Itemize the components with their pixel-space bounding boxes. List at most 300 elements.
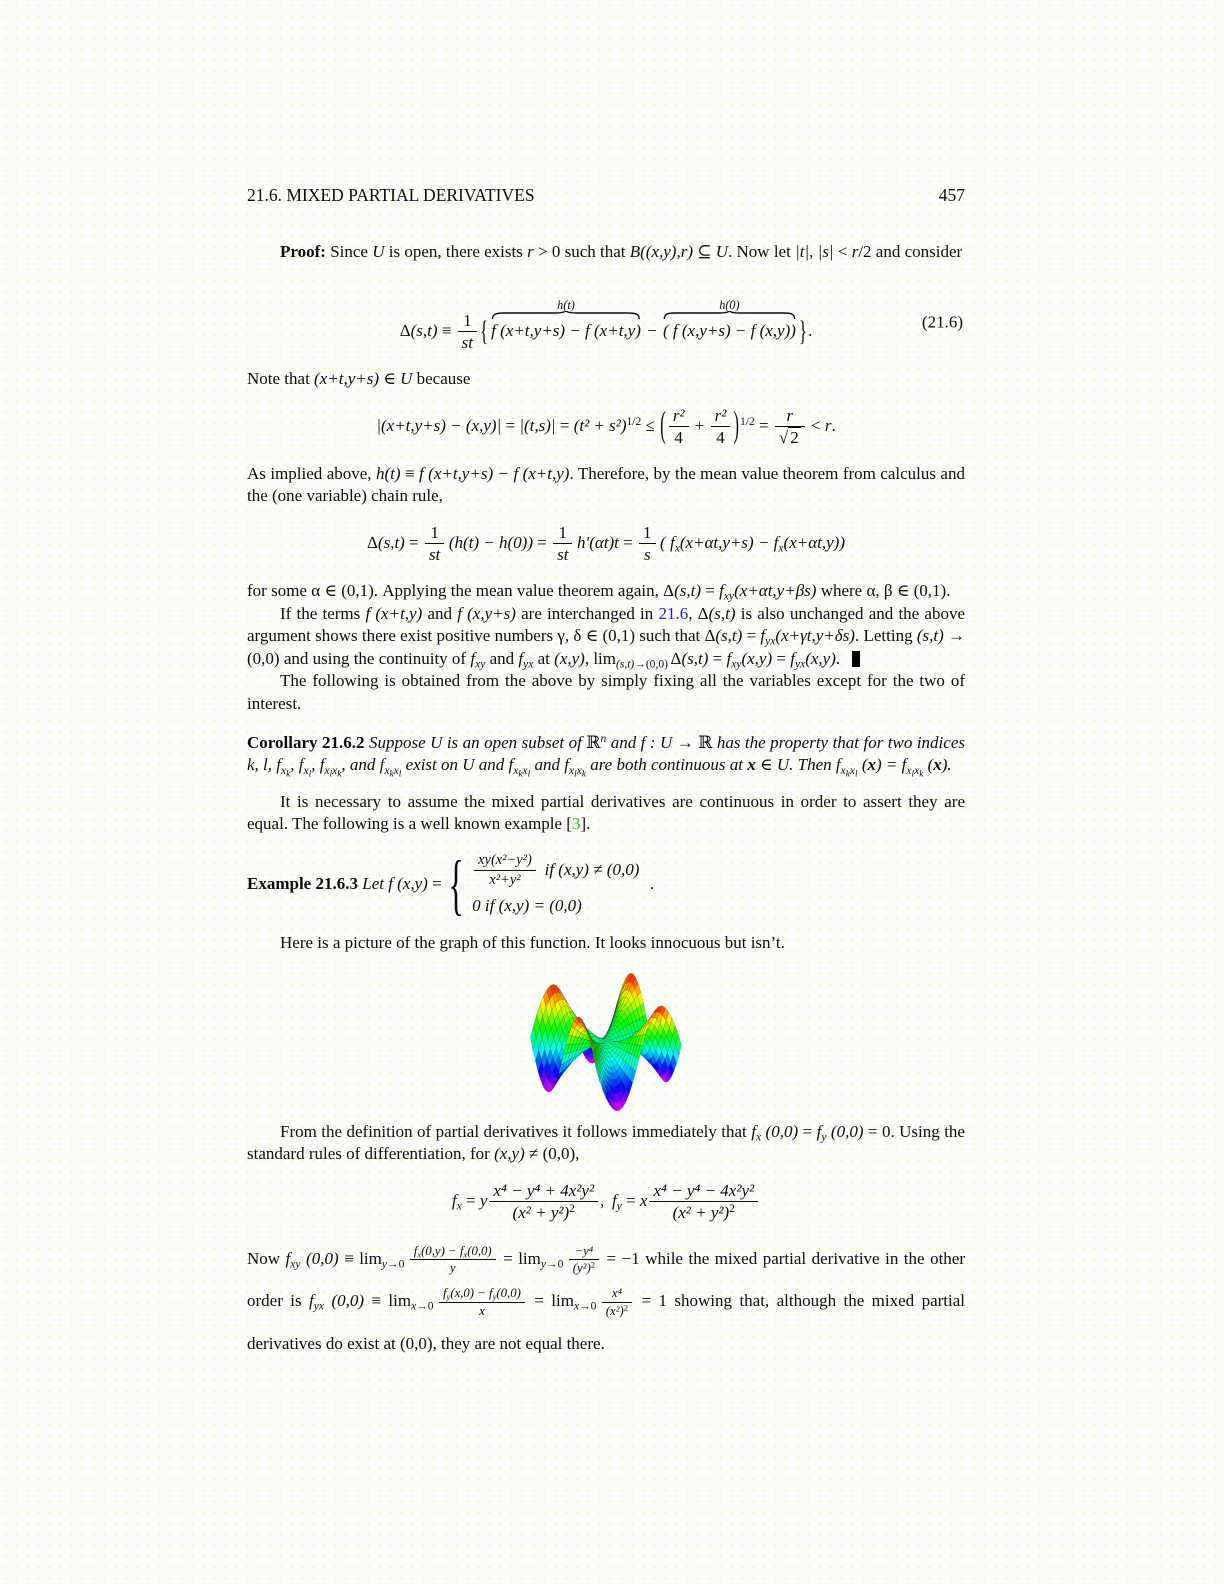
text-run: =	[798, 1121, 817, 1141]
math-run: (s,t)	[916, 626, 944, 646]
math-run: x	[849, 763, 856, 777]
text-run: ,	[809, 242, 818, 262]
text-run: ≡	[400, 463, 419, 483]
math-run: yx	[523, 657, 534, 671]
math-run: (x+γt,y+δs)	[775, 626, 855, 646]
fraction	[489, 1181, 598, 1223]
math-run: x	[639, 1190, 648, 1210]
text-run: 1/2	[740, 414, 755, 428]
math-run: xy	[723, 589, 735, 603]
math-run: y	[616, 1199, 622, 1213]
denominator	[569, 1259, 599, 1276]
math-run: , f	[290, 755, 304, 775]
text-run: →0	[546, 1257, 564, 1271]
math-run: x	[281, 763, 287, 777]
math-run: (0,0)	[761, 1121, 799, 1141]
text-run: is also unchanged and the above argument shows there exist positive numbers γ, δ ∈ (0,1) such that Δ	[247, 603, 966, 646]
cases-row	[472, 852, 639, 888]
denominator	[669, 426, 689, 448]
superscript	[624, 1303, 628, 1313]
math-run: (x,y)	[554, 648, 585, 668]
math-run: h(t)	[557, 297, 575, 312]
math-run: U	[715, 242, 729, 262]
big-delimiter: )	[733, 403, 740, 446]
display-equation	[247, 279, 965, 353]
text-run: Δ	[670, 648, 682, 668]
math-run: x	[384, 763, 390, 777]
big-delimiter: }	[798, 314, 808, 347]
text-run: 2	[729, 1202, 735, 1216]
denominator	[775, 426, 805, 448]
math-run: (x+αt,y+s) − f	[679, 532, 779, 552]
math-run: y	[381, 1257, 388, 1271]
math-run: f (x,y+s)	[457, 603, 516, 623]
math-run: (t² + s²)	[573, 415, 627, 435]
text-run: , Δ	[688, 603, 709, 623]
subscript	[290, 1257, 300, 1270]
math-run: x	[674, 541, 680, 555]
section-title: 21.6. MIXED PARTIAL DERIVATIVES	[247, 185, 535, 205]
text-run: Δ	[366, 532, 378, 552]
bold-run: Corollary 21.6.2	[247, 732, 369, 752]
page-content	[247, 184, 965, 1365]
math-run: (x² + y²)	[672, 1203, 730, 1223]
text-run: =	[754, 415, 773, 435]
math-run: x	[914, 763, 920, 777]
text-run: =	[621, 1190, 640, 1210]
text-run: <	[833, 242, 852, 262]
math-run: ( f	[660, 532, 675, 552]
math-run: k	[286, 768, 291, 778]
numerator	[489, 1181, 598, 1202]
text-run: 1	[463, 310, 472, 330]
text-run: 1/2	[626, 414, 642, 428]
math-run: f	[611, 1190, 617, 1210]
text-run: and	[422, 603, 458, 623]
overbrace-icon	[663, 311, 796, 319]
subscript	[324, 764, 341, 777]
math-run: l	[308, 768, 312, 778]
text-run: , lim	[584, 648, 616, 668]
math-run: x	[463, 1249, 468, 1260]
math-run: (x,y)	[741, 648, 773, 668]
overbrace-icon	[491, 311, 641, 319]
cases-row	[472, 895, 582, 918]
text-run: = 0. Using the standard rules of differentiation, for	[247, 1121, 965, 1164]
subscript	[569, 764, 586, 777]
math-run: l	[855, 768, 858, 778]
display-equation	[247, 403, 965, 448]
text-run: =	[618, 532, 637, 552]
math-run: r²	[672, 405, 685, 425]
big-delimiter: (	[660, 403, 666, 446]
text-run: Here is a picture of the graph of this function. It looks innocuous but isn’t.	[280, 932, 785, 952]
math-run: (	[923, 755, 934, 775]
math-run: x	[522, 763, 528, 777]
subscript	[795, 657, 805, 670]
text-run: Since	[325, 242, 373, 262]
math-run: f (x+t,y)	[365, 603, 423, 623]
math-run: ).	[941, 755, 952, 775]
math-run: k	[518, 768, 523, 778]
math-run: y	[449, 1261, 456, 1276]
fraction	[669, 406, 689, 448]
subscript	[541, 1257, 563, 1270]
subscript	[574, 1300, 596, 1313]
math-run: yx	[313, 1299, 325, 1313]
math-run: s	[643, 545, 651, 565]
text-run: 4	[716, 428, 725, 448]
text-run: where α, β ∈ (0,1).	[816, 580, 951, 600]
text-run: 2	[590, 1260, 596, 1271]
text-run: 1	[430, 522, 439, 542]
math-run: ∈ U. Then f	[755, 755, 841, 775]
math-run: l	[398, 768, 402, 778]
math-run: |(x+t,y+s) − (x,y)|	[376, 415, 502, 435]
text-run: = lim	[526, 1291, 574, 1311]
fraction	[474, 852, 536, 888]
math-run: k	[389, 768, 394, 778]
numerator	[711, 406, 731, 427]
math-run: x	[303, 763, 309, 777]
math-run: k	[919, 768, 924, 778]
math-run: if (x,y) ≠ (0,0)	[544, 859, 640, 879]
denominator	[458, 331, 477, 353]
fraction	[439, 1286, 525, 1318]
text-run: =	[427, 873, 446, 893]
surface-figure	[247, 971, 965, 1113]
math-run: x⁴ − y⁴ + 4x²y²	[493, 1180, 595, 1200]
paragraph	[247, 368, 965, 391]
math-run: f	[285, 1248, 291, 1268]
text-run: The following is obtained from the above by simply fixing all the variables except for the two of interest.	[247, 671, 965, 714]
math-run: h	[375, 463, 385, 483]
numerator	[553, 523, 572, 544]
text-run: 2	[790, 428, 799, 448]
paragraph	[247, 241, 965, 264]
math-run: U	[372, 242, 385, 262]
square-root	[779, 427, 801, 447]
paragraph	[247, 1238, 965, 1366]
math-run: x	[417, 1249, 422, 1260]
numerator	[775, 406, 805, 427]
text-run: and	[485, 648, 519, 668]
math-run: (y²)	[572, 1261, 591, 1276]
math-run: x	[755, 1129, 762, 1143]
text-run: ≤	[641, 415, 660, 435]
text-run: ≡ lim	[338, 1248, 382, 1268]
superscript	[627, 415, 642, 428]
numerator	[458, 311, 477, 332]
text-run: It is necessary to assume the mixed partial derivatives are continuous in order to assert they are equal. The following is a well known example [	[247, 791, 965, 834]
math-run: f	[470, 648, 476, 668]
text-run: ,	[600, 1190, 609, 1210]
math-run: |s|	[817, 242, 834, 262]
math-run: (x,y)	[805, 648, 836, 668]
math-run: f	[790, 648, 795, 668]
math-run: x	[411, 1299, 417, 1313]
math-run: (s,t)	[410, 320, 438, 340]
denominator	[639, 543, 656, 565]
math-run: x	[840, 763, 846, 777]
text-run: →0	[387, 1257, 405, 1271]
math-run: r	[851, 242, 859, 262]
math-run: k	[337, 768, 342, 778]
math-run: exist on U and f	[401, 755, 514, 775]
paragraph	[247, 670, 965, 715]
math-run: (s,t)	[674, 580, 702, 600]
overbrace	[662, 297, 796, 343]
numerator	[669, 406, 689, 427]
math-run: l	[527, 768, 531, 778]
text-run: ℝ	[586, 732, 601, 752]
math-run: x	[568, 763, 575, 777]
denominator	[474, 870, 536, 889]
denominator	[711, 426, 731, 448]
math-run: Suppose U is an open subset of	[368, 732, 587, 752]
text-run: .	[808, 320, 813, 340]
paragraph	[247, 791, 965, 836]
fraction	[649, 1181, 758, 1223]
math-run: f	[726, 648, 732, 668]
paragraph	[247, 846, 965, 923]
numerator	[410, 1244, 496, 1260]
numerator	[474, 852, 536, 870]
bold-italic-run: x	[747, 755, 756, 775]
math-run: x	[778, 541, 784, 555]
piecewise-cases	[448, 846, 640, 923]
math-run: n	[600, 731, 607, 745]
cases-rows	[472, 852, 639, 918]
text-run: = −1 while the mixed partial derivative in the other order is	[247, 1248, 965, 1311]
math-run: (x+αt,y+βs)	[734, 580, 817, 600]
math-run: x⁴ − y⁴ − 4x²y²	[653, 1180, 755, 1200]
text-run: =	[533, 532, 552, 552]
math-run: x	[393, 763, 399, 777]
math-run: (0,0)	[324, 1291, 365, 1311]
text-run: .	[831, 415, 836, 435]
math-run: f	[719, 580, 724, 600]
math-run: y	[821, 1129, 827, 1143]
text-run: ≡ lim	[364, 1291, 412, 1311]
text-run: 2	[569, 1202, 575, 1216]
math-run: y	[492, 1291, 497, 1302]
numerator	[569, 1244, 599, 1260]
radicand	[788, 427, 801, 447]
subscript	[731, 657, 741, 670]
superscript	[729, 1203, 735, 1216]
page-number: 457	[938, 185, 965, 205]
overbrace-content	[491, 321, 641, 340]
subscript	[765, 635, 775, 648]
math-run: , f	[311, 755, 325, 775]
math-run: h′(αt)t	[576, 532, 619, 552]
math-run: x	[573, 1299, 580, 1313]
subscript	[724, 589, 734, 602]
numerator	[602, 1286, 632, 1302]
math-run: x⁴	[611, 1286, 622, 1301]
math-run: x	[513, 763, 519, 777]
text-run: =	[461, 1190, 480, 1210]
text-run: As implied above,	[247, 463, 376, 483]
text-run: ].	[580, 814, 591, 834]
math-run: st	[461, 333, 473, 353]
subscript	[384, 764, 401, 777]
math-run: (x+t,y+s)	[314, 368, 379, 388]
text-run: +	[690, 415, 709, 435]
math-run: (s,t)	[616, 657, 635, 671]
overbrace	[491, 297, 641, 343]
text-run: . Letting	[854, 626, 917, 646]
text-run: →(0,0)	[634, 657, 668, 671]
text-run: From the definition of partial derivatives it follows immediately that	[280, 1121, 752, 1141]
denominator	[649, 1201, 758, 1223]
paragraph	[247, 932, 965, 955]
text-run: =	[701, 580, 720, 600]
display-equation	[247, 523, 965, 565]
math-run: y	[479, 1190, 488, 1210]
text-run: ∈	[379, 368, 401, 388]
math-run: l	[329, 768, 333, 778]
link-equation-ref-21.6[interactable]: 21.6	[658, 603, 689, 623]
math-run: (s,t)	[708, 603, 736, 623]
math-run: 0 if (x,y) = (0,0)	[472, 896, 582, 916]
text-run: −	[642, 320, 661, 340]
big-delimiter: {	[479, 314, 489, 347]
text-run: 1	[558, 522, 568, 542]
denominator	[410, 1259, 496, 1276]
text-run: ℝ	[698, 732, 713, 752]
math-run: f	[309, 1291, 314, 1311]
bold-italic-run: x	[933, 755, 942, 775]
text-run: .	[835, 648, 845, 668]
math-run: Let f (x,y)	[362, 873, 428, 893]
text-run: . Now let	[728, 242, 796, 262]
text-run: Δ	[399, 320, 411, 340]
numerator	[439, 1286, 525, 1302]
text-run: =	[404, 532, 423, 552]
math-run: ((x,y),r)	[640, 242, 693, 262]
text-run: /2 and consider	[858, 242, 963, 262]
math-run: ( f (x,y+s) − f (x,y))	[662, 320, 796, 340]
text-run: → (0,0) and using the continuity of	[247, 626, 966, 668]
math-run: (x²)	[605, 1303, 624, 1318]
math-run: f (x+t,y+s) − f (x+t,y)	[419, 463, 570, 483]
math-run: (s,t)	[681, 648, 709, 668]
math-run: (0,0)	[496, 1286, 521, 1301]
numerator	[425, 523, 444, 544]
text-run: =	[555, 415, 574, 435]
math-run: f	[760, 626, 766, 646]
text-run: =	[501, 415, 520, 435]
paragraph	[247, 1121, 965, 1166]
subscript	[523, 657, 533, 670]
math-run: xy	[290, 1257, 301, 1271]
math-run: yx	[794, 657, 806, 671]
text-run: = 1 showing that, although the mixed partial derivatives do exist at (0,0), they are not equal there.	[247, 1291, 965, 1353]
subscript	[906, 764, 923, 777]
text-run: →0	[579, 1299, 597, 1313]
math-run: has the property that for two indices k, l, f	[247, 732, 965, 775]
fraction	[775, 406, 805, 448]
math-run: are both continuous at	[585, 755, 748, 775]
math-run: |(t,s)|	[519, 415, 556, 435]
subscript	[616, 657, 668, 670]
math-run: −y⁴	[574, 1243, 594, 1258]
text-run: →0	[416, 1299, 434, 1313]
cases-brace-icon: {	[448, 846, 464, 923]
page-header	[247, 184, 965, 207]
math-run: f	[816, 1121, 822, 1141]
math-run: (s,t)	[715, 626, 743, 646]
fraction	[569, 1244, 599, 1276]
math-run: r	[824, 415, 832, 435]
fraction	[410, 1244, 496, 1276]
math-run: f	[451, 1190, 457, 1210]
subscript	[281, 764, 290, 777]
text-run: =	[708, 648, 727, 668]
denominator	[439, 1302, 525, 1319]
math-run: x	[906, 763, 912, 777]
text-run: ≠ (0,0),	[524, 1144, 580, 1164]
math-run: f	[518, 648, 524, 668]
math-run: k	[845, 768, 850, 778]
paragraph	[247, 732, 965, 777]
math-run: ) = f	[876, 755, 907, 775]
paragraph	[247, 603, 965, 671]
math-run: l	[574, 768, 577, 778]
text-run: =	[772, 648, 791, 668]
fraction	[711, 406, 731, 448]
superscript	[740, 415, 755, 428]
math-run: f	[442, 1286, 447, 1301]
math-run: U	[400, 368, 413, 388]
text-run: 1	[643, 522, 652, 542]
fraction	[639, 523, 656, 565]
paragraph	[247, 463, 965, 508]
subscript	[475, 657, 485, 670]
math-run: l	[911, 768, 915, 778]
math-run: (x+αt,y))	[783, 532, 845, 552]
math-run: xy	[731, 657, 742, 671]
math-run: (0,0)	[300, 1248, 339, 1268]
math-run: f	[413, 1243, 418, 1258]
math-run: (0,0)	[826, 1121, 864, 1141]
numerator	[649, 1181, 758, 1202]
text-run: because	[412, 368, 471, 388]
link-citation-ref-3[interactable]: 3	[571, 814, 581, 834]
text-run: for some α ∈ (0,1). Applying the mean value theorem again, Δ	[247, 580, 675, 600]
text-run: ⊆	[692, 242, 716, 262]
display-equation	[247, 1181, 965, 1223]
math-run: f	[751, 1121, 756, 1141]
qed-box	[852, 651, 860, 667]
fraction	[458, 311, 477, 353]
text-run: Now	[247, 1248, 286, 1268]
text-run: 2	[623, 1302, 629, 1313]
math-run: y	[446, 1291, 451, 1302]
superscript	[569, 1203, 575, 1216]
text-run: ≡	[437, 320, 456, 340]
math-run: (	[857, 755, 868, 775]
subscript	[411, 1300, 433, 1313]
math-run: (0,0)	[467, 1243, 492, 1258]
fraction	[602, 1286, 632, 1318]
text-run: .	[649, 873, 655, 893]
fraction	[425, 523, 444, 565]
math-run: h(0)	[719, 297, 740, 312]
math-run: x	[456, 1199, 462, 1213]
